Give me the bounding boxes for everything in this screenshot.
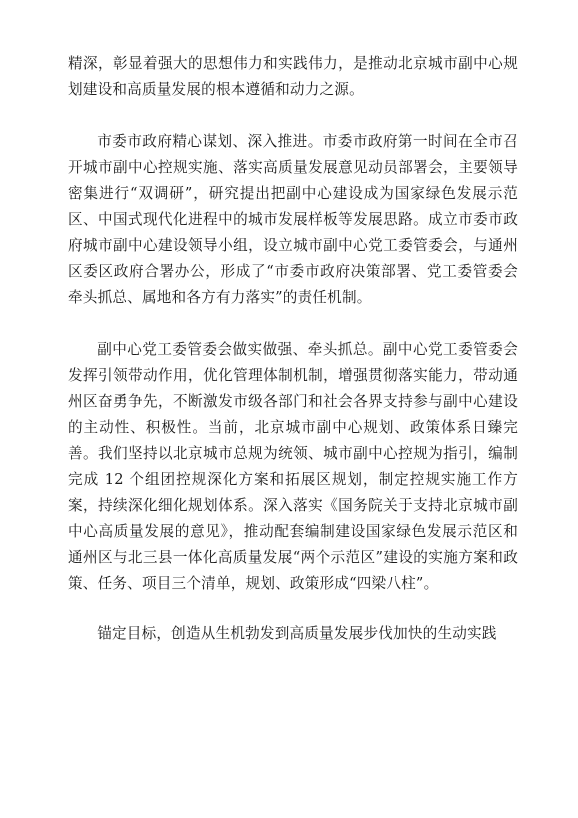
document-page — [68, 51, 518, 647]
paragraph-working-committee: 副中心党工委管委会做实做强、牵头抓总。副中心党工委管委会发挥引领带动作用，优化管理体制机制，增强贯彻落实能力，带动通州区奋勇争先，不断激发市级各部门和社会各界支持参与副中心建设的主动性、积极性。当前，北京城市副中心规划、政策体系日臻完善。我们坚持以北京城市总规为统领、城市副中心控规为指引，编制完成 12 个组团控规深化方案和拓展区规划，制定控规实施工作方案，持续深化细化规划体系。深入落实《国务院关于支持北京城市副中心高质量发展的意见》，推动配套编制建设国家绿色发展示范区和通州区与北三县一体化高质量发展“两个示范区”建设的实施方案和政策、任务、项目三个清单，规划、政策形成“四梁八柱”。 — [68, 341, 518, 592]
section-heading: 锚定目标，创造从生机勃发到高质量发展步伐加快的生动实践 — [97, 625, 497, 642]
paragraph-municipal-planning: 市委市政府精心谋划、深入推进。市委市政府第一时间在全市召开城市副中心控规实施、落实高质量发展意见动员部署会，主要领导密集进行“双调研”，研究提出把副中心建设成为国家绿色发展示范区、中国式现代化进程中的城市发展样板等发展思路。成立市委市政府城市副中心建设领导小组，设立城市副中心党工委管委会，与通州区委区政府合署办公，形成了“市委市政府决策部署、党工委管委会牵头抓总、属地和各方有力落实”的责任机制。 — [68, 133, 518, 306]
paragraph-continuation: 精深，彰显着强大的思想伟力和实践伟力，是推动北京城市副中心规划建设和高质量发展的根本遵循和动力之源。 — [68, 55, 518, 98]
